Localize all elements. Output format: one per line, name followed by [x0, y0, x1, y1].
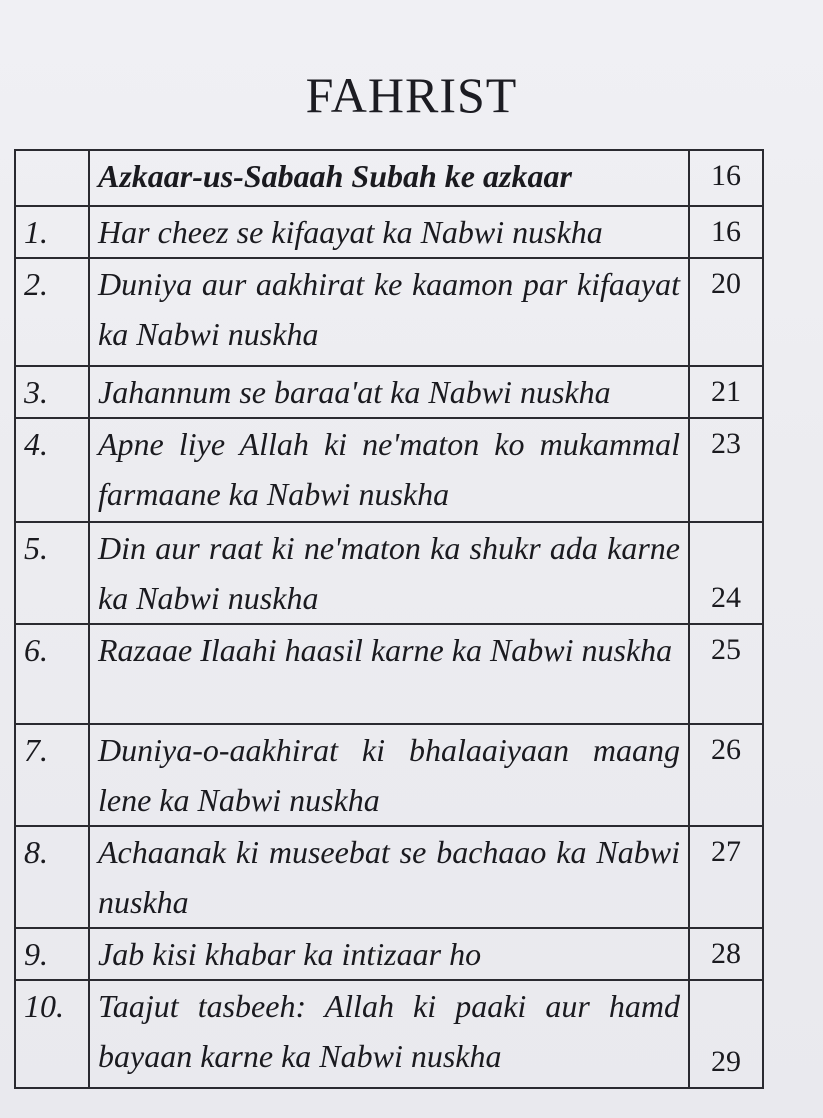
page-number: 24 — [689, 522, 763, 624]
entry-title: Achaanak ki museebat se bachaao ka Nabwi nuskha — [89, 826, 689, 928]
entry-number: 8. — [15, 826, 89, 928]
entry-number: 1. — [15, 206, 89, 258]
entry-title: Duniya aur aakhirat ke kaamon par kifaayat ka Nabwi nuskha — [89, 258, 689, 366]
contents-row — [15, 624, 763, 724]
entry-number: 6. — [15, 624, 89, 724]
entry-number: 3. — [15, 366, 89, 418]
contents-row — [15, 258, 763, 366]
entry-title: Apne liye Allah ki ne'maton ko mukammal farmaane ka Nabwi nuskha — [89, 418, 689, 522]
entry-number: 4. — [15, 418, 89, 522]
page-number: 23 — [689, 418, 763, 522]
page-number: 16 — [689, 150, 763, 206]
contents-table-body — [15, 150, 763, 1088]
contents-table — [14, 149, 764, 1089]
contents-row — [15, 206, 763, 258]
page-number: 16 — [689, 206, 763, 258]
page-number: 28 — [689, 928, 763, 980]
page-number: 29 — [689, 980, 763, 1088]
entry-number: 2. — [15, 258, 89, 366]
contents-row — [15, 980, 763, 1088]
contents-row — [15, 418, 763, 522]
entry-title: Jahannum se baraa'at ka Nabwi nuskha — [89, 366, 689, 418]
contents-row — [15, 150, 763, 206]
entry-title: Jab kisi khabar ka intizaar ho — [89, 928, 689, 980]
contents-row — [15, 928, 763, 980]
entry-number: 5. — [15, 522, 89, 624]
page-number: 27 — [689, 826, 763, 928]
page-title: FAHRIST — [305, 67, 518, 123]
contents-row — [15, 826, 763, 928]
contents-row — [15, 724, 763, 826]
page-number: 21 — [689, 366, 763, 418]
section-heading: Azkaar-us-Sabaah Subah ke azkaar — [89, 150, 689, 206]
entry-number: 10. — [15, 980, 89, 1088]
entry-title: Har cheez se kifaayat ka Nabwi nuskha — [89, 206, 689, 258]
entry-title: Duniya-o-aakhirat ki bhalaaiyaan maang lene ka Nabwi nuskha — [89, 724, 689, 826]
page-number: 20 — [689, 258, 763, 366]
entry-title: Razaae Ilaahi haasil karne ka Nabwi nuskha — [89, 624, 689, 724]
entry-number: 7. — [15, 724, 89, 826]
entry-title: Din aur raat ki ne'maton ka shukr ada karne ka Nabwi nuskha — [89, 522, 689, 624]
entry-title: Taajut tasbeeh: Allah ki paaki aur hamd bayaan karne ka Nabwi nuskha — [89, 980, 689, 1088]
page-number: 26 — [689, 724, 763, 826]
contents-row — [15, 366, 763, 418]
entry-number: 9. — [15, 928, 89, 980]
contents-row — [15, 522, 763, 624]
entry-number — [15, 150, 89, 206]
page-number: 25 — [689, 624, 763, 724]
